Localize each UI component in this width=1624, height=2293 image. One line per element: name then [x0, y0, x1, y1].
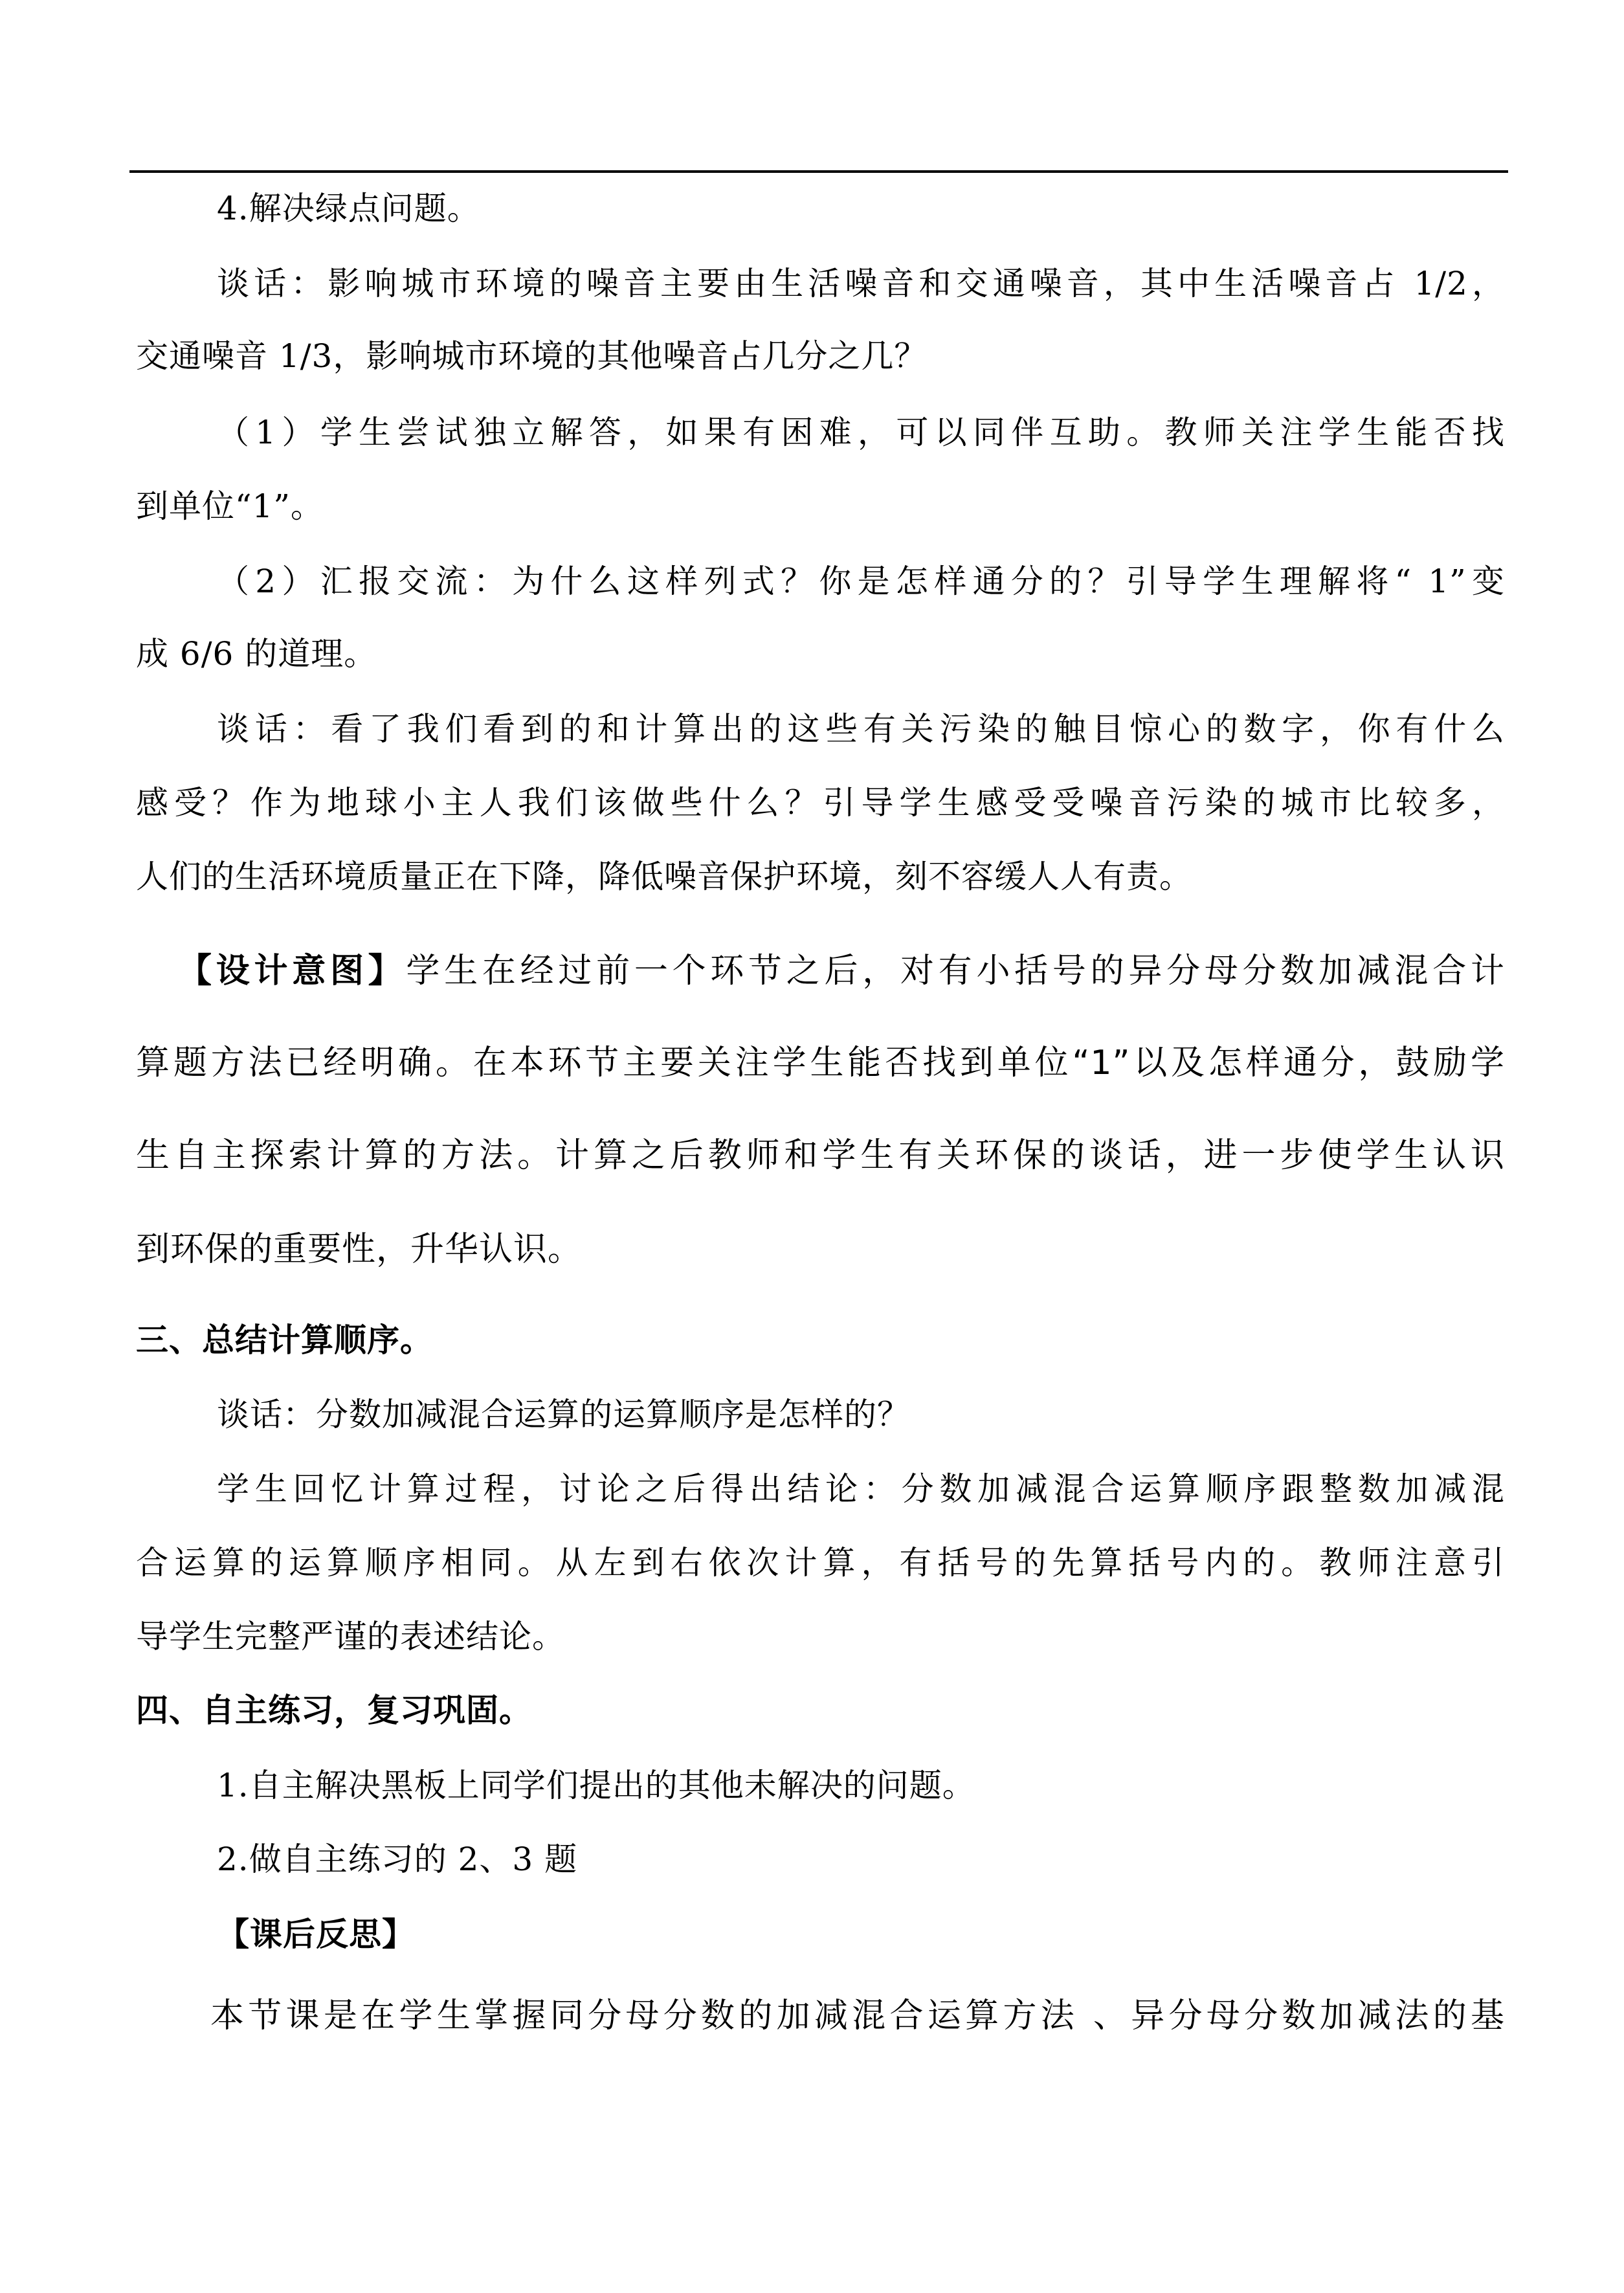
reflection-heading: 【课后反思】 [217, 1915, 415, 1953]
design-intent-line: 算题方法已经明确。在本环节主要关注学生能否找到单位“1”以及怎样通分，鼓励学 [136, 1044, 1505, 1082]
list-item: 2.做自主练习的 2、3 题 [217, 1840, 578, 1878]
paragraph-line: 谈话：看了我们看到的和计算出的这些有关污染的触目惊心的数字，你有什么 [217, 710, 1505, 748]
paragraph-line: （2）汇报交流：为什么这样列式？你是怎样通分的？引导学生理解将“ 1”变 [217, 563, 1505, 600]
design-intent-line: 到环保的重要性，升华认识。 [136, 1230, 583, 1269]
paragraph-line: 学生回忆计算过程，讨论之后得出结论：分数加减混合运算顺序跟整数加减混 [217, 1470, 1505, 1508]
paragraph-line: 谈话：影响城市环境的噪音主要由生活噪音和交通噪音，其中生活噪音占 1/2， [217, 265, 1505, 302]
design-intent-line: 生自主探索计算的方法。计算之后教师和学生有关环保的谈话，进一步使学生认识 [136, 1136, 1505, 1175]
design-intent-line [178, 952, 1505, 990]
paragraph-line: 成 6/6 的道理。 [136, 635, 377, 673]
design-intent-label: 【设计意图】 [178, 952, 406, 990]
paragraph-line: 人们的生活环境质量正在下降，降低噪音保护环境，刻不容缓人人有责。 [136, 858, 1192, 895]
design-intent-text: 学生在经过前一个环节之后，对有小括号的异分母分数加减混合计 [406, 952, 1505, 990]
paragraph-line: 交通噪音 1/3，影响城市环境的其他噪音占几分之几？ [136, 337, 928, 375]
header-rule [129, 170, 1508, 173]
paragraph-line: 感受？作为地球小主人我们该做些什么？引导学生感受受噪音污染的城市比较多， [136, 784, 1505, 822]
section-heading-practice: 四、自主练习，复习巩固。 [136, 1691, 532, 1729]
paragraph-line: 合运算的运算顺序相同。从左到右依次计算，有括号的先算括号内的。教师注意引 [136, 1544, 1505, 1582]
section-heading-summary: 三、总结计算顺序。 [136, 1321, 433, 1359]
reflection-line: 本节课是在学生掌握同分母分数的加减混合运算方法 、异分母分数加减法的基 [210, 1997, 1505, 2035]
list-item: 1.自主解决黑板上同学们提出的其他未解决的问题。 [217, 1767, 975, 1804]
paragraph-line: （1）学生尝试独立解答，如果有困难，可以同伴互助。教师关注学生能否找 [217, 414, 1505, 451]
paragraph-line: 到单位“1”。 [136, 487, 324, 525]
paragraph-line: 导学生完整严谨的表述结论。 [136, 1618, 565, 1655]
paragraph-line: 谈话：分数加减混合运算的运算顺序是怎样的？ [217, 1396, 910, 1433]
item-heading-green-dot: 4.解决绿点问题。 [217, 190, 480, 227]
